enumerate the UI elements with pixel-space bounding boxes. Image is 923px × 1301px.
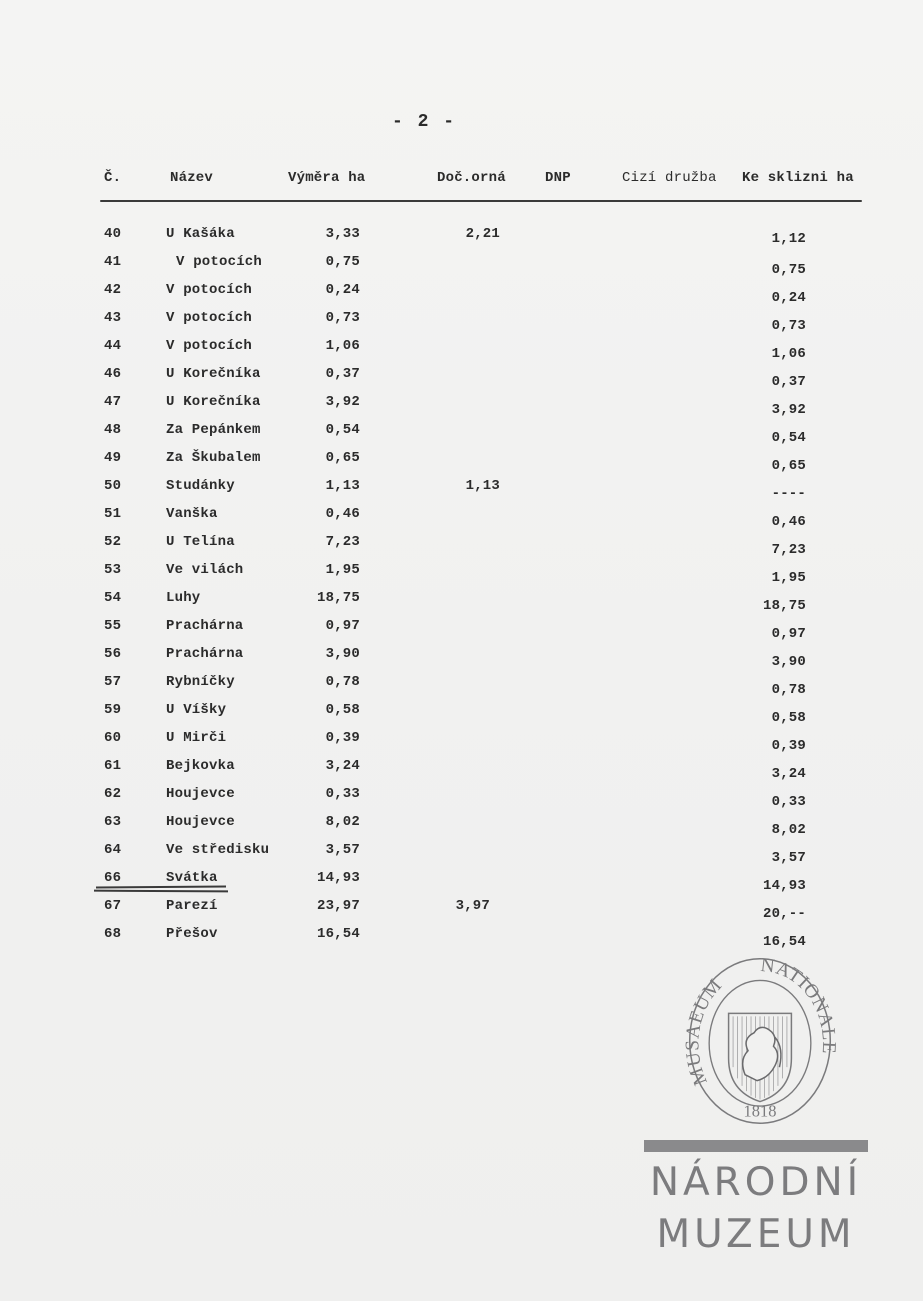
header-dnp: DNP [545,170,571,186]
table-row [0,282,923,304]
row-area: 3,92 [325,394,360,410]
row-name: Prachárna [166,646,244,662]
row-number: 49 [104,450,122,466]
row-to-harvest: 16,54 [762,934,806,950]
row-to-harvest: 0,46 [771,514,806,530]
table-row [0,926,923,948]
table-row [0,898,923,920]
table-row [0,338,923,360]
row-name: U Korečníka [166,394,261,410]
table-row [0,842,923,864]
row-number: 59 [104,702,122,718]
row-name: V potocích [176,254,263,270]
table-row [0,478,923,500]
row-to-harvest: 18,75 [762,598,806,614]
museum-seal [672,955,848,1127]
header-name: Název [170,170,214,186]
row-temp-arable: 2,21 [465,226,500,242]
row-area: 0,24 [325,282,360,298]
row-area: 0,33 [325,786,360,802]
row-number: 48 [104,422,122,438]
table-row [0,534,923,556]
row-number: 46 [104,366,122,382]
row-area: 18,75 [316,590,360,606]
row-area: 3,90 [325,646,360,662]
table-row [0,730,923,752]
row-number: 56 [104,646,122,662]
row-to-harvest: 20,-- [762,906,806,922]
logo-line-2: MUZEUM [656,1212,856,1257]
row-to-harvest: 0,37 [771,374,806,390]
seal-year: 1818 [743,1101,777,1121]
table-row [0,366,923,388]
row-area: 0,39 [325,730,360,746]
row-name: U Kašáka [166,226,235,242]
row-number: 47 [104,394,122,410]
row-area: 8,02 [325,814,360,830]
row-area: 0,97 [325,618,360,634]
row-to-harvest: 7,23 [771,542,806,558]
row-name: Za Pepánkem [166,422,261,438]
table-row [0,814,923,836]
row-to-harvest: 0,54 [771,430,806,446]
row-number: 41 [104,254,122,270]
row-number: 51 [104,506,122,522]
row-number: 50 [104,478,122,494]
row-area: 0,37 [325,366,360,382]
row-to-harvest: 3,92 [771,402,806,418]
row-to-harvest: 0,24 [771,290,806,306]
row-name: Houjevce [166,786,235,802]
table-row [0,758,923,780]
row-number: 64 [104,842,122,858]
header-area: Výměra ha [288,170,366,186]
table-row [0,394,923,416]
row-number: 42 [104,282,122,298]
row-to-harvest: 0,33 [771,794,806,810]
row-number: 68 [104,926,122,942]
page-number: - 2 - [392,112,457,132]
row-to-harvest: 0,65 [771,458,806,474]
table-row [0,646,923,668]
row-area: 0,58 [325,702,360,718]
row-to-harvest: 3,90 [771,654,806,670]
row-area: 3,57 [325,842,360,858]
row-name: U Víšky [166,702,227,718]
row-to-harvest: 8,02 [771,822,806,838]
row-area: 1,06 [325,338,360,354]
row-area: 0,73 [325,310,360,326]
table-row [0,870,923,892]
row-name: Prachárna [166,618,244,634]
row-number: 53 [104,562,122,578]
row-area: 1,13 [325,478,360,494]
row-number: 44 [104,338,122,354]
row-name: Studánky [166,478,235,494]
row-name: Ve vilách [166,562,244,578]
row-name: Za Škubalem [166,450,261,466]
row-to-harvest: 0,78 [771,682,806,698]
row-name: Houjevce [166,814,235,830]
row-number: 67 [104,898,122,914]
row-name: V potocích [166,282,253,298]
row-name: Svátka [166,870,218,886]
row-number: 62 [104,786,122,802]
row-area: 3,24 [325,758,360,774]
table-row [0,506,923,528]
seal-arc-text-right: NATIONALE [759,955,840,1055]
row-number: 55 [104,618,122,634]
header-to-harvest: Ke sklizni ha [742,170,854,186]
row-number: 60 [104,730,122,746]
row-name: Ve středisku [166,842,270,858]
header-temp-arable: Doč.orná [437,170,506,186]
row-to-harvest: 14,93 [762,878,806,894]
row-number: 40 [104,226,122,242]
seal-arc-text-left: MUSAEUM [682,974,727,1089]
row-name: U Mirči [166,730,227,746]
row-to-harvest: 1,12 [771,231,806,247]
table-row [0,674,923,696]
table-row [0,422,923,444]
table-row [0,702,923,724]
row-number: 66 [104,870,122,886]
table-row [0,590,923,612]
row-to-harvest: 1,95 [771,570,806,586]
row-to-harvest: 0,58 [771,710,806,726]
row-number: 61 [104,758,122,774]
header-rule [100,200,862,202]
row-to-harvest: 3,57 [771,850,806,866]
table-row [0,786,923,808]
row-name: U Korečníka [166,366,261,382]
header-no: Č. [104,170,122,186]
table-row [0,254,923,276]
table-row [0,562,923,584]
row-to-harvest: 3,24 [771,766,806,782]
row-name: U Telína [166,534,235,550]
row-area: 1,95 [325,562,360,578]
row-number: 52 [104,534,122,550]
table-row [0,450,923,472]
table-row [0,618,923,640]
row-name: Luhy [166,590,201,606]
row-name: Přešov [166,926,218,942]
row-to-harvest: ---- [771,486,806,502]
row-to-harvest: 0,75 [771,262,806,278]
row-area: 23,97 [316,898,360,914]
row-name: V potocích [166,310,253,326]
row-area: 0,46 [325,506,360,522]
row-temp-arable: 1,13 [465,478,500,494]
row-temp-arable: 3,97 [455,898,490,914]
table-row [0,226,923,248]
row-number: 54 [104,590,122,606]
row-number: 57 [104,674,122,690]
logo-bar [644,1140,868,1152]
seal-graphic [672,955,848,1127]
row-name: Rybníčky [166,674,235,690]
row-area: 3,33 [325,226,360,242]
row-number: 43 [104,310,122,326]
row-area: 0,65 [325,450,360,466]
row-to-harvest: 1,06 [771,346,806,362]
row-area: 14,93 [316,870,360,886]
row-area: 7,23 [325,534,360,550]
row-name: V potocích [166,338,253,354]
row-area: 0,75 [325,254,360,270]
row-to-harvest: 0,97 [771,626,806,642]
row-number: 63 [104,814,122,830]
row-name: Vanška [166,506,218,522]
row-to-harvest: 0,39 [771,738,806,754]
row-to-harvest: 0,73 [771,318,806,334]
row-area: 0,78 [325,674,360,690]
header-foreign: Cizí družba [622,170,717,186]
row-area: 0,54 [325,422,360,438]
table-row [0,310,923,332]
row-area: 16,54 [316,926,360,942]
row-name: Bejkovka [166,758,235,774]
logo-line-1: NÁRODNÍ [649,1160,863,1205]
row-name: Parezí [166,898,218,914]
